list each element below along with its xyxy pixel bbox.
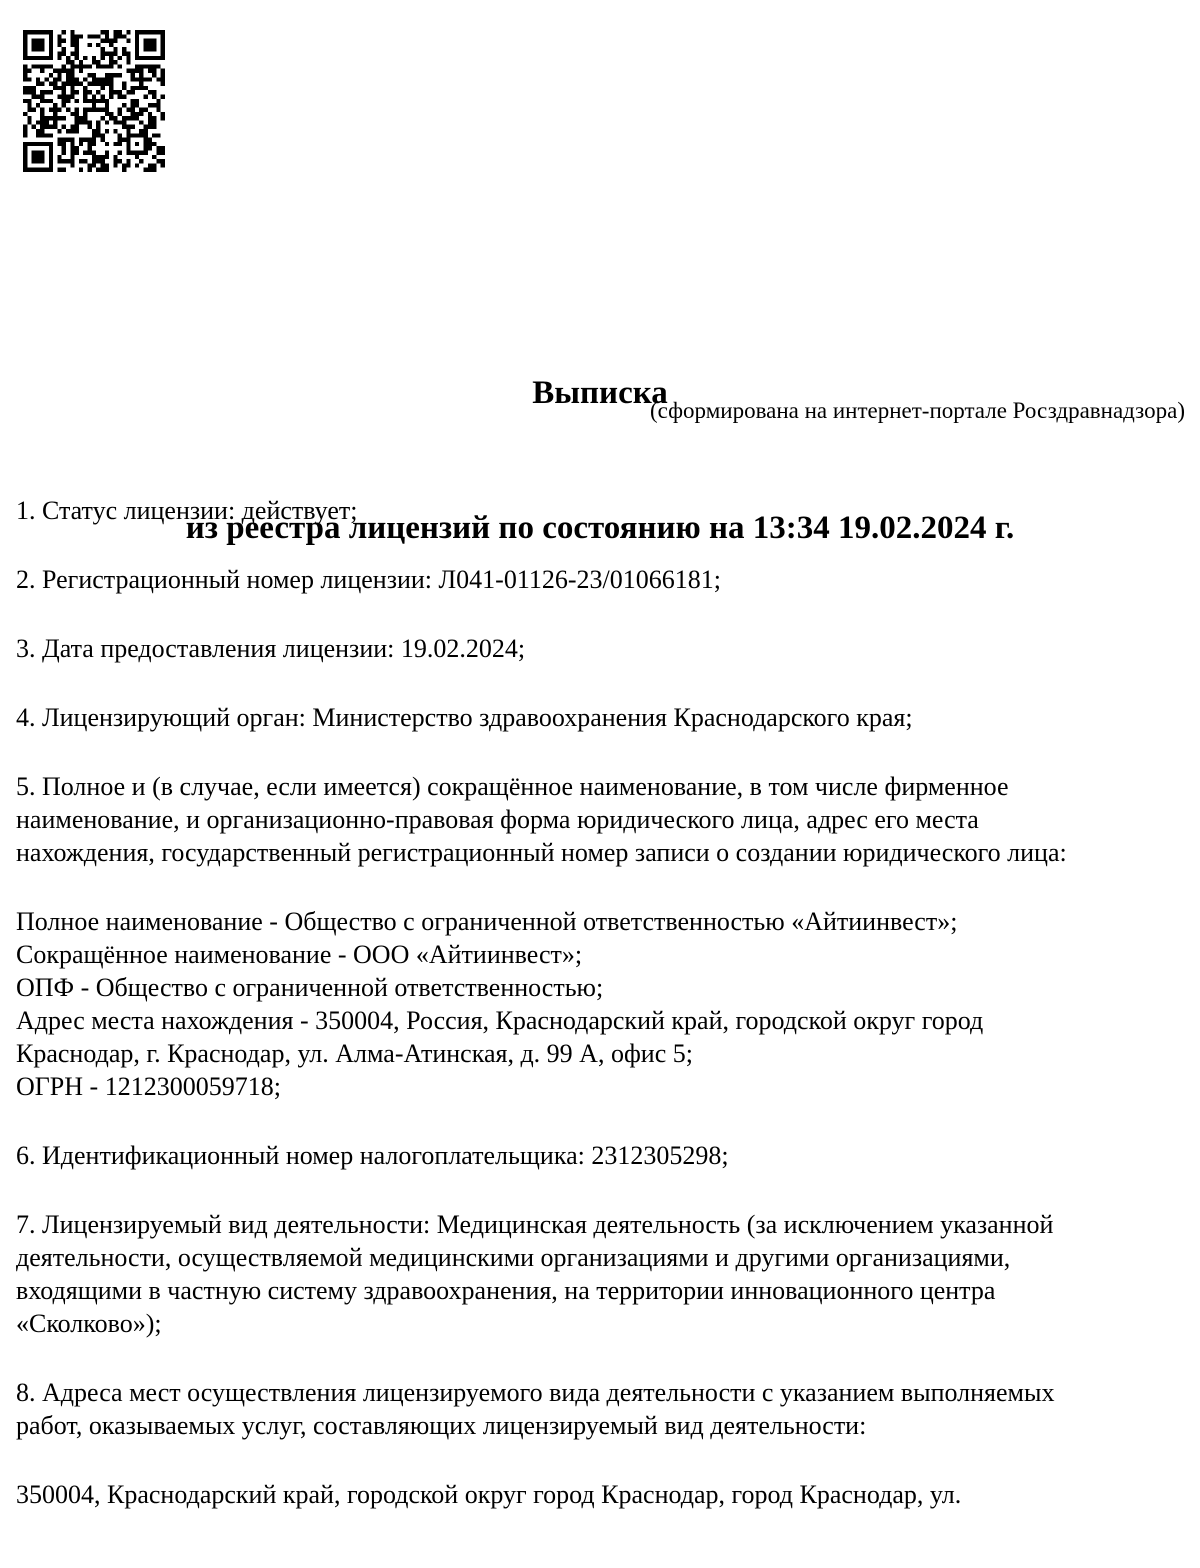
title-line-1: Выписка bbox=[532, 375, 668, 411]
text-line: 8. Адреса мест осуществления лицензируемого вида деятельности с указанием выполняемых bbox=[16, 1378, 1055, 1407]
text-line: 1. Статус лицензии: действует; bbox=[16, 496, 358, 525]
qr-code-image bbox=[23, 30, 165, 172]
title-line-2: из реестра лицензий по состоянию на 13:34 19.02.2024 г. bbox=[185, 510, 1015, 546]
text-line: деятельности, осуществляемой медицинскими организациями и другими организациями, bbox=[16, 1243, 1011, 1272]
paragraph-licensed-activity bbox=[16, 1208, 1192, 1340]
text-line: 3. Дата предоставления лицензии: 19.02.2024; bbox=[16, 634, 526, 663]
paragraph-organization-details bbox=[16, 905, 1192, 1103]
text-line: 6. Идентификационный номер налогоплательщика: 2312305298; bbox=[16, 1141, 729, 1170]
text-line: 7. Лицензируемый вид деятельности: Медицинская деятельность (за исключением указанной bbox=[16, 1210, 1054, 1239]
paragraph-license-status bbox=[16, 494, 1192, 527]
qr-code-icon bbox=[23, 30, 165, 172]
document-body bbox=[16, 494, 1192, 1547]
text-line: работ, оказываемых услуг, составляющих лицензируемый вид деятельности: bbox=[16, 1411, 867, 1440]
paragraph-taxpayer-number bbox=[16, 1139, 1192, 1172]
text-line: ОПФ - Общество с ограниченной ответственностью; bbox=[16, 973, 604, 1002]
paragraph-registration-number bbox=[16, 563, 1192, 596]
text-line: Краснодар, г. Краснодар, ул. Алма-Атинская, д. 99 А, офис 5; bbox=[16, 1039, 693, 1068]
text-line: Адрес места нахождения - 350004, Россия, Краснодарский край, городской округ город bbox=[16, 1006, 984, 1035]
document-subtitle: (сформирована на интернет-портале Росздравнадзора) bbox=[650, 398, 1185, 423]
paragraph-activity-address bbox=[16, 1478, 1192, 1511]
paragraph-licensing-authority bbox=[16, 701, 1192, 734]
text-line: 2. Регистрационный номер лицензии: Л041-01126-23/01066181; bbox=[16, 565, 721, 594]
paragraph-item5-names-intro bbox=[16, 770, 1192, 869]
text-line: 5. Полное и (в случае, если имеется) сокращённое наименование, в том числе фирменное bbox=[16, 772, 1009, 801]
paragraph-grant-date bbox=[16, 632, 1192, 665]
text-line: наименование, и организационно-правовая форма юридического лица, адрес его места bbox=[16, 805, 979, 834]
text-line: Полное наименование - Общество с ограниченной ответственностью «Айтиинвест»; bbox=[16, 907, 958, 936]
text-line: 350004, Краснодарский край, городской округ город Краснодар, город Краснодар, ул. bbox=[16, 1480, 962, 1509]
text-line: «Сколково»); bbox=[16, 1309, 162, 1338]
text-line: Сокращённое наименование - ООО «Айтиинвест»; bbox=[16, 940, 583, 969]
text-line: входящими в частную систему здравоохранения, на территории инновационного центра bbox=[16, 1276, 996, 1305]
text-line: нахождения, государственный регистрационный номер записи о создании юридического лица: bbox=[16, 838, 1067, 867]
text-line: ОГРН - 1212300059718; bbox=[16, 1072, 281, 1101]
text-line: 4. Лицензирующий орган: Министерство здравоохранения Краснодарского края; bbox=[16, 703, 913, 732]
paragraph-activity-addresses-intro bbox=[16, 1376, 1192, 1442]
